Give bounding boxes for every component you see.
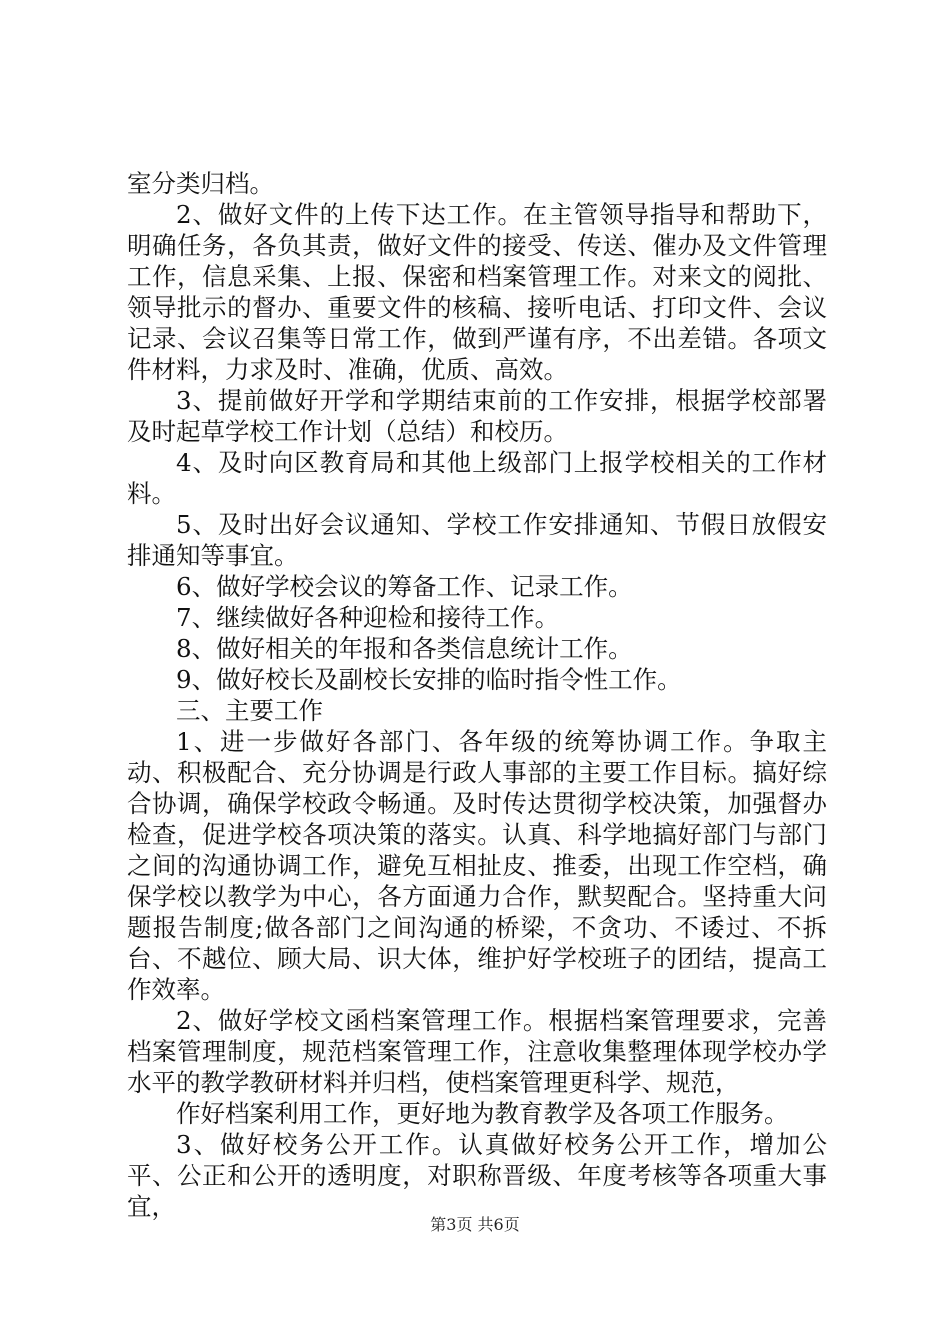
paragraph: 4、及时向区教育局和其他上级部门上报学校相关的工作材料。: [127, 448, 827, 508]
paragraph: 三、主要工作: [176, 696, 323, 725]
document-body: [127, 168, 827, 1222]
paragraph: 9、做好校长及副校长安排的临时指令性工作。: [176, 665, 682, 694]
paragraph: 2、做好文件的上传下达工作。在主管领导指导和帮助下，明确任务，各负其责，做好文件的接受、传送、催办及文件管理工作，信息采集、上报、保密和档案管理工作。对来文的阅批、领导批示的督办、重要文件的核稿、接听电话、打印文件、会议记录、会议召集等日常工作，做到严谨有序，不出差错。各项文件材料，力求及时、准确，优质、高效。: [127, 200, 827, 384]
page-footer: 第3页 共6页: [430, 1215, 520, 1234]
paragraph: 7、继续做好各种迎检和接待工作。: [176, 603, 560, 632]
paragraph: 室分类归档。: [127, 169, 274, 198]
paragraph: 作好档案利用工作，更好地为教育教学及各项工作服务。: [176, 1099, 789, 1128]
paragraph: 1、进一步做好各部门、各年级的统筹协调工作。争取主动、积极配合、充分协调是行政人事部的主要工作目标。搞好综合协调，确保学校政令畅通。及时传达贯彻学校决策，加强督办检查，促进学校各项决策的落实。认真、科学地搞好部门与部门之间的沟通协调工作，避免互相扯皮、推委，出现工作空档，确保学校以教学为中心，各方面通力合作，默契配合。坚持重大问题报告制度;做各部门之间沟通的桥梁，不贪功、不诿过、不拆台、不越位、顾大局、识大体，维护好学校班子的团结，提高工作效率。: [127, 727, 827, 1004]
paragraph: 8、做好相关的年报和各类信息统计工作。: [176, 634, 633, 663]
paragraph: 3、提前做好开学和学期结束前的工作安排，根据学校部署及时起草学校工作计划（总结）和校历。: [127, 386, 827, 446]
paragraph: 6、做好学校会议的筹备工作、记录工作。: [176, 572, 633, 601]
paragraph: 5、及时出好会议通知、学校工作安排通知、节假日放假安排通知等事宜。: [127, 510, 827, 570]
paragraph: 2、做好学校文函档案管理工作。根据档案管理要求，完善档案管理制度，规范档案管理工作，注意收集整理体现学校办学水平的教学教研材料并归档，使档案管理更科学、规范，: [127, 1006, 827, 1097]
paragraph: 3、做好校务公开工作。认真做好校务公开工作，增加公平、公正和公开的透明度，对职称晋级、年度考核等各项重大事宜，: [127, 1130, 827, 1221]
